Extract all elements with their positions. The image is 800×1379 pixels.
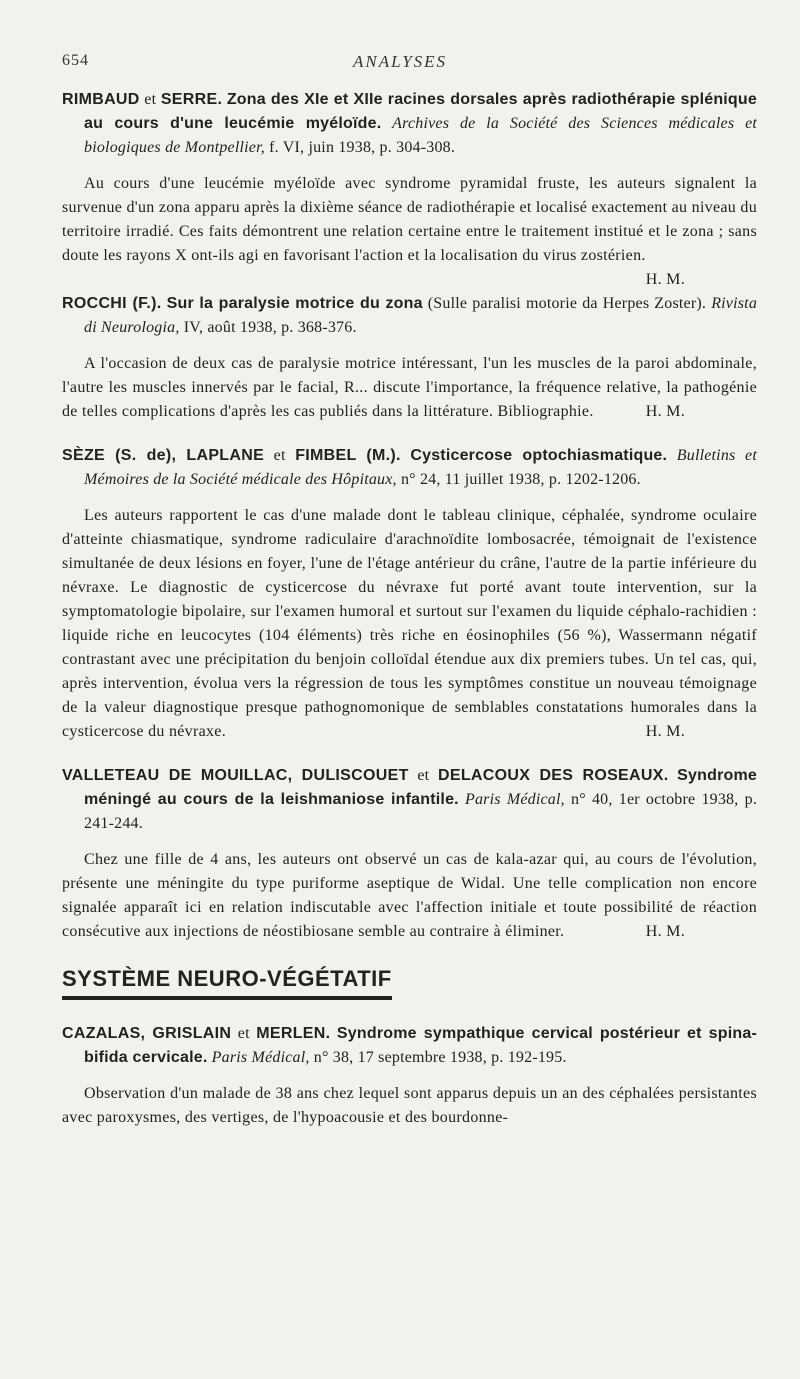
entry-title: Sur la paralysie motrice du zona [166, 295, 423, 312]
entry-header [62, 764, 757, 836]
entry-reviewer: H. M. [645, 403, 685, 420]
entry-seze [62, 444, 757, 744]
entry-citation: n° 40, 1er octobre 1938, p. 241-244. [84, 791, 758, 832]
entry-journal: Paris Médical, [211, 1049, 310, 1066]
entry-abstract [62, 848, 757, 944]
entry-abstract-text: A l'occasion de deux cas de paralysie motrice intéressant, l'un les muscles de la paroi abdominale, l'autre les muscles innervés par le facial, R... discute l'importance, la fréquence relative, la pathogénie de telles complications d'après les cas publiés dans la littérature. Bibliographie. [62, 355, 757, 420]
entry-header [62, 292, 757, 340]
entry-abstract [62, 504, 757, 744]
entry-abstract-text: Chez une fille de 4 ans, les auteurs ont observé un cas de kala-azar qui, au cours de l'évolution, présente une méningite du type puriforme aseptique de Widal. Une telle complication non encore signalée apparaît ici en relation indiscutable avec l'affection initiale et toute possibilité de réaction consécutive aux injections de néostibiosane semble au contraire à éliminer. [62, 851, 757, 940]
running-head [62, 52, 738, 76]
entry-citation: IV, août 1938, p. 368-376. [183, 319, 357, 336]
entry-journal: Bulletins et Mémoires de la Société médicale des Hôpitaux, [84, 447, 757, 488]
entry-abstract [62, 1082, 757, 1130]
content [62, 88, 757, 1130]
entry-authors: VALLETEAU DE MOUILLAC, DULISCOUET [62, 767, 409, 784]
entry-authors: CAZALAS, GRISLAIN [62, 1025, 232, 1042]
entry-conjunction: et [144, 91, 157, 108]
entry-journal: Paris Médical, [465, 791, 565, 808]
entry-title: Cysticercose optochiasmatique. [410, 447, 668, 464]
section-heading: SYSTÈME NEURO-VÉGÉTATIF [62, 966, 392, 1000]
entry-reviewer: H. M. [645, 923, 685, 940]
entry-title: Syndrome méningé au cours de la leishmaniose infantile. [84, 767, 757, 808]
section-heading-wrap [62, 966, 757, 1000]
entry-title: Syndrome sympathique cervical postérieur et spina-bifida cervicale. [84, 1025, 757, 1066]
entry-citation: n° 38, 17 septembre 1938, p. 192-195. [313, 1049, 567, 1066]
entry-journal: Archives de la Société des Sciences médicales et biologiques de Montpellier, [84, 115, 758, 156]
entry-abstract [62, 172, 757, 288]
entry-rimbaud [62, 88, 757, 292]
entry-header [62, 444, 757, 492]
page-number: 654 [62, 52, 89, 69]
entry-reviewer: H. M. [645, 723, 685, 740]
entry-abstract-text: Observation d'un malade de 38 ans chez lequel sont apparus depuis un an des céphalées persistantes avec paroxysmes, des vertiges, de l'hypoacousie et des bourdonne- [62, 1085, 757, 1126]
entry-abstract-text: Au cours d'une leucémie myéloïde avec syndrome pyramidal fruste, les auteurs signalent la survenue d'un zona apparu après la dixième séance de radiothérapie et localisé exactement au niveau du territoire irradié. Ces faits démontrent une relation certaine entre le traitement institué et le zona ; sans doute les rayons X ont-ils agi en favorisant l'action et la localisation du virus zostérien. [62, 175, 757, 264]
entry-abstract [62, 352, 757, 424]
entry-authors-2: MERLEN. [256, 1025, 331, 1042]
entry-valleteau [62, 764, 757, 944]
entry-authors-2: DELACOUX DES ROSEAUX. [438, 767, 669, 784]
entry-citation: n° 24, 11 juillet 1938, p. 1202-1206. [400, 471, 641, 488]
entry-title: Zona des XIe et XIIe racines dorsales après radiothérapie splénique au cours d'une leucémie myéloïde. [84, 91, 757, 132]
entry-rocchi [62, 292, 757, 424]
entry-authors-2: FIMBEL (M.). [295, 447, 401, 464]
entry-conjunction: et [273, 447, 286, 464]
entry-cazalas [62, 1022, 757, 1130]
entry-authors: RIMBAUD [62, 91, 140, 108]
entry-abstract-text: Les auteurs rapportent le cas d'une malade dont le tableau clinique, céphalée, syndrome oculaire d'atteinte chiasmatique, syndrome radiculaire d'arachnoïdite lombosacrée, témoignait de l'existence simultanée de deux lésions en foyer, l'une de l'étage antérieur du crâne, l'autre de la partie inférieure du névraxe. Le diagnostic de cysticercose du névraxe fut porté avant toute intervention, sur la symptomatologie bipolaire, sur l'examen humoral et surtout sur l'examen du liquide céphalo-rachidien : liquide riche en leucocytes (104 éléments) très riche en éosinophiles (56 %), Wassermann négatif contrastant avec une précipitation du benjoin colloïdal étendue aux dix premiers tubes. Un tel cas, qui, après intervention, évolua vers la régression de tous les symptômes constitue un nouveau témoignage de la valeur diagnostique presque pathognomonique de semblables constatations humorales dans la cysticercose du névraxe. [62, 507, 757, 740]
running-title: ANALYSES [352, 52, 448, 71]
entry-citation: f. VI, juin 1938, p. 304-308. [269, 139, 456, 156]
entry-header [62, 1022, 757, 1070]
entry-conjunction: et [417, 767, 430, 784]
entry-reviewer: H. M. [645, 271, 685, 288]
entry-header [62, 88, 757, 160]
entry-authors: SÈZE (S. de), LAPLANE [62, 447, 265, 464]
entry-journal: Rivista di Neurologia, [84, 295, 758, 336]
entry-authors: ROCCHI (F.). [62, 295, 162, 312]
entry-conjunction: et [237, 1025, 250, 1042]
entry-authors-2: SERRE. [160, 91, 223, 108]
entry-subtitle: (Sulle paralisi motorie da Herpes Zoster). [427, 295, 707, 312]
